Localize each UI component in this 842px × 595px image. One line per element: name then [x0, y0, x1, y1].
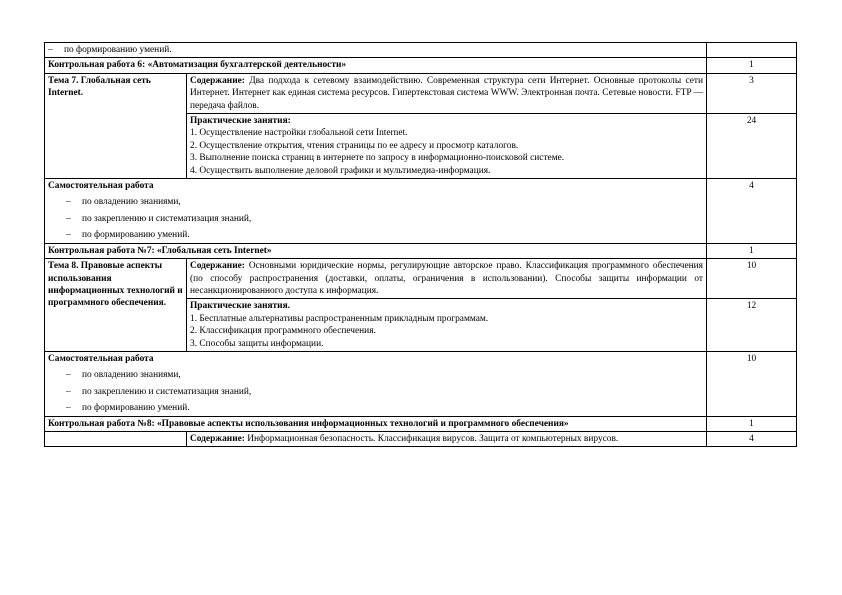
list-item: – по формированию умений. — [66, 230, 190, 241]
table-row — [45, 431, 797, 446]
content-text: Основными юридические нормы, регулирующие авторское право. Классификация программного обеспечения (по способу распространения (доставки, оплаты, ограничения в использовании). Способы защиты информации от несанкционированного доступа к информация. — [190, 261, 703, 296]
list-item: 2. Классификация программного обеспечения. — [190, 326, 376, 337]
table-row — [45, 43, 797, 58]
topic-7-content — [187, 73, 707, 113]
hours-cell: 12 — [707, 299, 797, 352]
content-label: Содержание: — [190, 75, 245, 86]
curriculum-table — [44, 42, 797, 447]
list-item: 4. Осуществить выполнение деловой графики и мультимедиа-информация. — [190, 165, 491, 176]
topic-7-title: Тема 7. Глобальная сеть Internet. — [45, 73, 187, 178]
empty-topic-cell — [45, 431, 187, 446]
practice-label: Практические занятия. — [190, 301, 290, 312]
table-row — [45, 243, 797, 258]
content-text: Информационная безопасность. Классификация вирусов. Защита от компьютерных вирусов. — [244, 433, 619, 444]
list-item: – по овладению знаниями, — [66, 197, 181, 208]
dash-marker: – — [66, 197, 71, 208]
hours-cell: 3 — [707, 73, 797, 113]
control-work-7: Контрольная работа №7: «Глобальная сеть Internet» — [45, 243, 707, 258]
list-item: 3. Выполнение поиска страниц в интернете по запросу в информационно-поисковой системе. — [190, 153, 565, 164]
list-item: 1. Осуществление настройки глобальной сети Internet. — [190, 128, 408, 139]
dash-marker: – — [66, 403, 71, 414]
content-text: Два подхода к сетевому взаимодействию. Современная структура сети Интернет. Основные протоколы сети Интернет. Интернет как единая система ресурсов. Гипертекстовая система WWW. Электронная почта. Сетевые новости. FTP — передача файлов. — [190, 75, 703, 111]
table-row — [45, 58, 797, 73]
list-item: – по формированию умений. — [66, 403, 190, 414]
topic-7-practice — [187, 114, 707, 179]
list-item: 3. Способы защиты информации. — [190, 338, 324, 349]
list-item: по формированию умений. — [64, 45, 172, 55]
dash-marker: – — [66, 230, 71, 241]
practice-label: Практические занятия: — [190, 116, 291, 127]
dash-marker: – — [66, 386, 71, 397]
dash-marker: – — [66, 213, 71, 224]
control-work-8: Контрольная работа №8: «Правовые аспекты использования информационных технологий и программного обеспечения» — [45, 416, 707, 431]
list-item: 2. Осуществление открытия, чтения страницы по ее адресу и просмотр каталогов. — [190, 140, 519, 151]
table-row — [45, 259, 797, 299]
hours-cell: 4 — [707, 431, 797, 446]
hours-cell: 10 — [707, 351, 797, 416]
self-work-label: Самостоятельная работа — [48, 353, 154, 364]
table-row — [45, 179, 797, 244]
table-row — [45, 416, 797, 431]
content-label: Содержание: — [190, 261, 245, 272]
content-label: Содержание: — [190, 433, 245, 444]
control-work-6: Контрольная работа 6: «Автоматизация бухгалтерской деятельности» — [45, 58, 707, 73]
last-content — [187, 431, 707, 446]
hours-cell: 4 — [707, 179, 797, 244]
topic-8-title: Тема 8. Правовые аспекты использования информационных технологий и программного обеспечения. — [45, 259, 187, 352]
dash-marker: – — [66, 370, 71, 381]
hours-cell: 24 — [707, 114, 797, 179]
hours-cell: 1 — [707, 58, 797, 73]
table-row — [45, 73, 797, 113]
list-item: – по закреплению и систематизация знаний, — [66, 213, 252, 224]
self-work-label: Самостоятельная работа — [48, 181, 154, 192]
self-work-1 — [45, 179, 707, 244]
hours-cell: 10 — [707, 259, 797, 299]
dash-marker: – — [48, 45, 53, 55]
topic-8-practice — [187, 299, 707, 352]
table-row — [45, 351, 797, 416]
topic-8-content — [187, 259, 707, 299]
list-item: – по закреплению и систематизация знаний, — [66, 386, 252, 397]
list-item: 1. Бесплатные альтернативы распространенным прикладным программам. — [190, 313, 489, 324]
hours-cell: 1 — [707, 243, 797, 258]
hours-cell: 1 — [707, 416, 797, 431]
self-work-2 — [45, 351, 707, 416]
list-item: – по овладению знаниями, — [66, 370, 181, 381]
